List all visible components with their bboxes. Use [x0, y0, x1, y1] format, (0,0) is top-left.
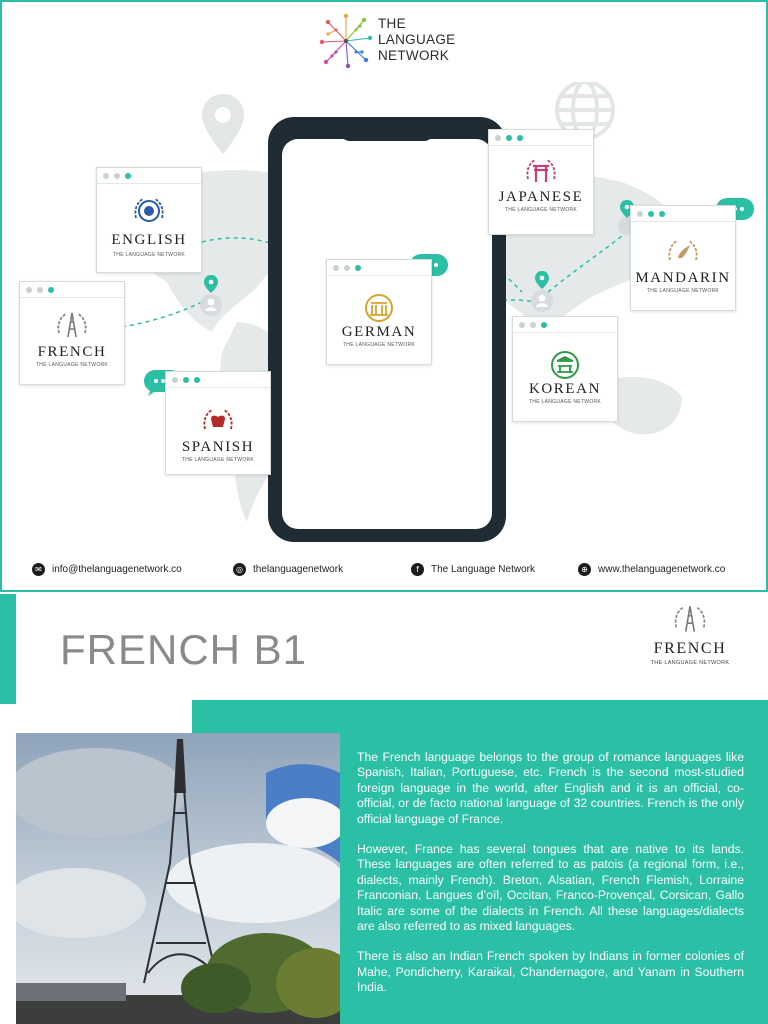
language-card-name: ENGLISH — [111, 232, 187, 248]
accent-strip — [0, 594, 16, 704]
email-icon: ✉ — [32, 563, 45, 576]
language-card-korean — [512, 316, 618, 422]
contact-bar — [30, 560, 746, 582]
contact-instagram[interactable] — [233, 563, 343, 576]
contact-facebook[interactable] — [411, 563, 535, 576]
window-dots — [333, 265, 361, 271]
language-card-name: SPANISH — [181, 439, 255, 455]
language-card-german — [326, 259, 432, 365]
window-dots — [495, 135, 523, 141]
window-dots — [637, 211, 665, 217]
article-paragraph: There is also an Indian French spoken by Indians in former colonies of Mahe, Pondicherry, Karaikal, Chandernagore, and Yanam in Southern India. — [357, 949, 744, 995]
french-logo — [640, 600, 740, 670]
language-card-tagline: THE LANGUAGE NETWORK — [35, 362, 109, 368]
page-title: FRENCH B1 — [60, 626, 308, 673]
language-card-name: JAPANESE — [498, 189, 584, 205]
crane-icon — [666, 236, 700, 270]
language-card-name: FRENCH — [37, 344, 107, 360]
article-paragraph: The French language belongs to the group of romance languages like Spanish, Italian, Portuguese, etc. French is the second most-studied foreign language in the world, after English and it is an official, co-official, or de facto national language of 32 countries. French is the only official language of France. — [357, 750, 744, 826]
window-dots — [172, 377, 200, 383]
language-card-tagline: THE LANGUAGE NETWORK — [504, 207, 578, 213]
eiffel-tower-icon — [672, 602, 708, 638]
brand-logo — [318, 12, 468, 72]
language-card-tagline: THE LANGUAGE NETWORK — [342, 342, 416, 348]
instagram-icon: ◎ — [233, 563, 246, 576]
language-card-tagline: THE LANGUAGE NETWORK — [528, 399, 602, 405]
eiffel-tower-photo — [16, 733, 340, 1024]
bull-icon — [201, 405, 235, 439]
french-logo-tagline: THE LANGUAGE NETWORK — [650, 660, 730, 666]
contact-facebook-text: The Language Network — [431, 564, 535, 575]
eiffel-tower-icon — [55, 309, 89, 343]
pagoda-icon — [548, 348, 582, 382]
facebook-icon: f — [411, 563, 424, 576]
brandenburg-gate-icon — [362, 291, 396, 325]
language-card-tagline: THE LANGUAGE NETWORK — [646, 288, 720, 294]
contact-email[interactable] — [32, 563, 182, 576]
language-card-french — [19, 281, 125, 385]
brand-name — [378, 16, 455, 64]
language-card-tagline: THE LANGUAGE NETWORK — [181, 457, 255, 463]
article-body — [357, 750, 744, 1011]
contact-website[interactable] — [578, 563, 725, 576]
contact-instagram-text: thelanguagenetwork — [253, 564, 344, 575]
window-dots — [519, 322, 547, 328]
brand-name-line: NETWORK — [378, 48, 450, 63]
globe-icon: ⊕ — [578, 563, 591, 576]
language-card-name: MANDARIN — [635, 270, 731, 286]
language-card-spanish — [165, 371, 271, 475]
brand-name-line: THE — [378, 16, 406, 31]
language-card-tagline: THE LANGUAGE NETWORK — [112, 252, 186, 258]
torii-gate-icon — [524, 155, 558, 189]
network-logo-icon — [318, 12, 374, 70]
language-card-japanese — [488, 129, 594, 235]
language-card-name: KOREAN — [528, 381, 602, 397]
language-card-name: GERMAN — [341, 324, 417, 340]
window-dots — [26, 287, 54, 293]
window-dots — [103, 173, 131, 179]
language-card-english — [96, 167, 202, 273]
language-card-mandarin — [630, 205, 736, 311]
map-pin-icon — [202, 94, 244, 154]
article-paragraph: However, France has several tongues that are native to its lands. These languages are often referred to as patois (a regional form, i.e., dialects, mainly French). Breton, Alsatian, French Flemish, Lorraine Franconian, Langues d’oïl, Occitan, Franco-Provençal, Corsican, Gallo Italic are some of the dialects in French. All these languages/dialects are also referred to as mixed languages. — [357, 842, 744, 934]
phone-notch — [340, 117, 434, 141]
brand-name-line: LANGUAGE — [378, 32, 456, 47]
contact-email-text: info@thelanguagenetwork.co — [52, 564, 182, 575]
crest-icon — [132, 194, 166, 228]
contact-website-text: www.thelanguagenetwork.co — [598, 564, 726, 575]
french-logo-name: FRENCH — [653, 640, 727, 657]
